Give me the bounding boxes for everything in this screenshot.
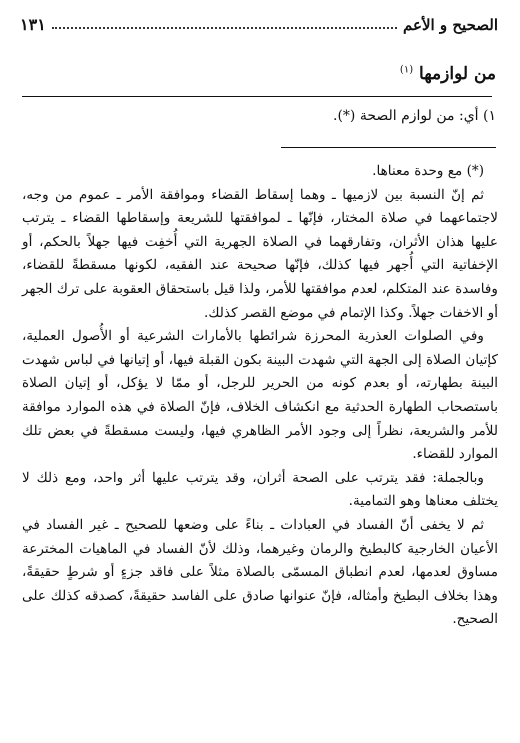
continued-line bbox=[400, 64, 496, 84]
running-header bbox=[20, 12, 498, 34]
paragraph: وفي الصلوات العذرية المحرزة شرائطها بالأمارات الشرعية أو الأُصول العملية، كإتيان الصلاة إلى الجهة التي شهدت البينة بكون القبلة فيها، أو إتيانها في لباس شهدت البينة بطهارته، أو بعدم كونه من الحرير للرجل، أو ممّا لا يؤكل، أو إتيان الصلاة باستصحاب الطهارة الحدثية مع انكشاف الخلاف، فإنّ الصلاة في هذه الموارد موافقة للأمر والشريعة، نظراً إلى وجود الأمر الظاهري فيها، وليست مسقطةً في بعض تلك الموارد للقضاء. bbox=[22, 328, 498, 463]
paragraph: وبالجملة: فقد يترتب على الصحة أثران، وقد يترتب عليها أثر واحد، ومع ذلك لا يختلف معناها وهو التمامية. bbox=[22, 469, 498, 510]
paragraph: ثم لا يخفى أنّ الفساد في العبادات ـ بناءً على وضعها للصحيح ـ غير الفساد في الأعيان الخارجية كالبطيخ والرمان وغيرهما، وذلك لأنّ الفساد في الماهيات المخترعة مساوق لعدمها، لعدم انطباق المسمّى بالصلاة مثلاً على فاقد جزءٍ أو شرطٍ حقيقةً، وهذا بخلاف البطيخ وأمثاله، فإنّ عنوانها صادق على الفاسد حقيقةً، كصدقه كذلك على الصحيح. bbox=[22, 516, 498, 628]
footnote: ١) أي: من لوازم الصحة (*). bbox=[333, 108, 496, 124]
paragraph: ثم إنّ النسبة بين لازميها ـ وهما إسقاط القضاء وموافقة الأمر ـ عموم من وجه، لاجتماعهما في صلاة المختار، فإنّها ـ لموافقتها للشريعة وإسقاطها القضاء ـ يترتب عليها هذان الأثران، وتفارقهما في الصلاة الجهرية التي أُخفِت فيها جهلاً بالحكم، أو الإخفاتية التي أُجهر فيها كذلك، فإنّها صحيحة عند الفقيه، لكونها مسقطةً للقضاء، وفاسدة عند المتكلم، لعدم موافقتها للأمر، ولذا قيل باستحقاق العقوبة على ترك الجهر أو الاخفات جهلاً. وكذا الإتمام في موضع القصر كذلك. bbox=[22, 186, 498, 321]
page-number: ١٣١ bbox=[20, 15, 46, 34]
footnote-rule-top bbox=[22, 96, 492, 97]
header-title: الصحيح و الأعم bbox=[403, 16, 498, 34]
continued-text: من لوازمها bbox=[419, 64, 496, 84]
footnote-rule-bottom bbox=[281, 147, 496, 148]
footnote-marker: (١) bbox=[399, 64, 414, 76]
leader-dots bbox=[52, 26, 397, 29]
body-text bbox=[22, 160, 498, 632]
paragraph: (*) مع وحدة معناها. bbox=[372, 163, 484, 179]
